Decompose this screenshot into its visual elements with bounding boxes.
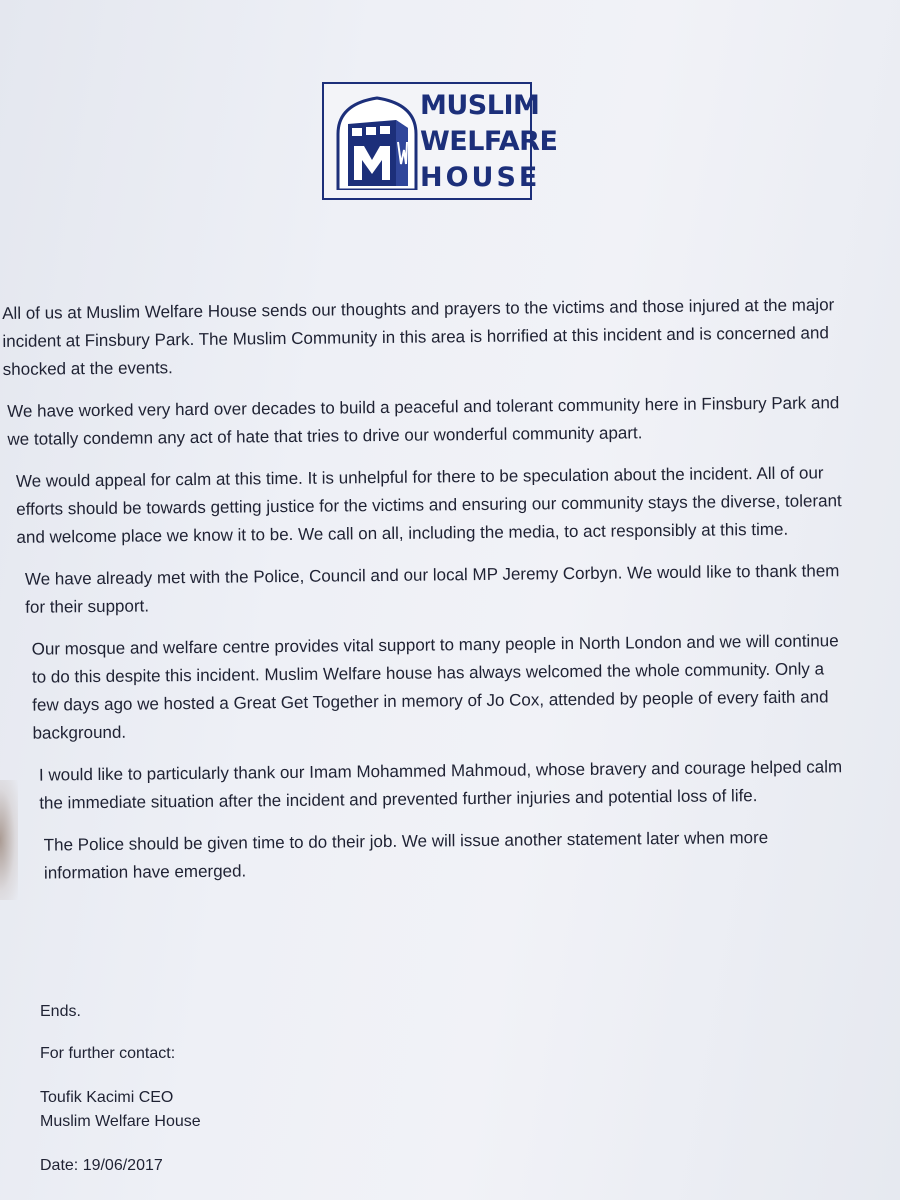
logo-wordmark — [420, 88, 558, 196]
paragraph-4: We have already met with the Police, Council and our local MP Jeremy Corbyn. We would like to thank them for their support. — [24, 561, 840, 617]
logo-line-house: HOUSE — [420, 162, 541, 193]
organization-logo — [322, 82, 558, 200]
statement-date: Date: 19/06/2017 — [40, 1157, 163, 1174]
ends-line: Ends. — [40, 1003, 81, 1020]
paragraph-6: I would like to particularly thank our Imam Mohammed Mahmoud, whose bravery and courage helped calm the immediate situation after the incident and prevented further injuries and potential loss of life. — [38, 757, 843, 813]
logo-line-muslim: MUSLIM — [420, 90, 540, 121]
logo-line-welfare: WELFARE — [420, 126, 558, 157]
contact-label: For further contact: — [40, 1045, 176, 1062]
paragraph-1: All of us at Muslim Welfare House sends our thoughts and prayers to the victims and those injured at the major incident at Finsbury Park. The Muslim Community in this area is horrified at this incident and is concerned and shocked at the events. — [2, 295, 835, 379]
paragraph-2: We have worked very hard over decades to build a peaceful and tolerant community here in Finsbury Park and we totally condemn any act of hate that tries to drive our wonderful community apart. — [7, 393, 840, 449]
logo-emblem-icon — [334, 94, 420, 190]
contact-name: Toufik Kacimi CEO — [40, 1089, 174, 1106]
paragraph-5: Our mosque and welfare centre provides vital support to many people in North London and we will continue to do this despite this incident. Muslim Welfare house has always welcomed the whole community. Only a few days ago we hosted a Great Get Together in memory of Jo Cox, attended by people of every faith and background. — [31, 631, 839, 743]
statement-body — [0, 291, 900, 902]
contact-organization: Muslim Welfare House — [40, 1113, 201, 1130]
paragraph-7: The Police should be given time to do their job. We will issue another statement later when more information have emerged. — [43, 827, 769, 883]
paragraph-3: We would appeal for calm at this time. It is unhelpful for there to be speculation about the incident. All of our efforts should be towards getting justice for the victims and ensuring our community stays the diverse, tolerant and welcome place we know it to be. We call on all, including the media, to act responsibly at this time. — [15, 463, 842, 547]
